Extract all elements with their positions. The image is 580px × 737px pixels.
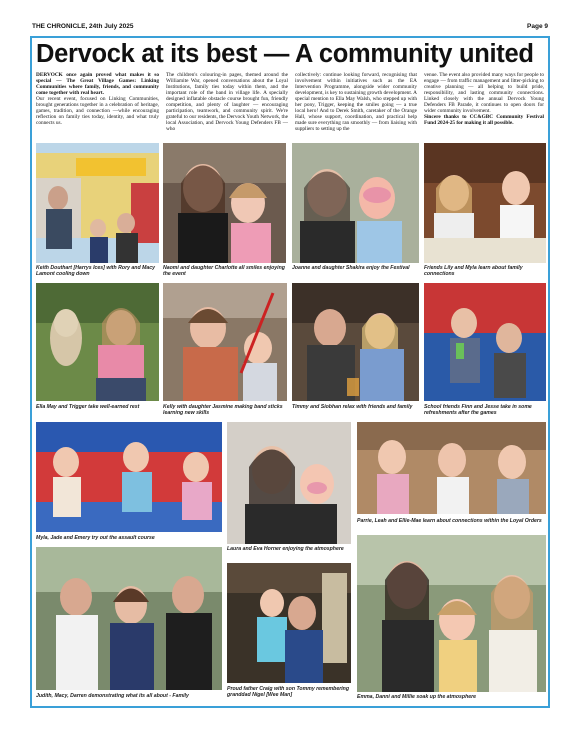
article-column-4 [424,72,544,142]
caption-8: School friends Finn and Jesse take in some refreshments after the games [424,404,532,416]
article-column-1 [36,72,159,142]
photo-myla-jade-emery [36,422,222,532]
article-thanks: Sincere thanks to CC&GBC Community Festival Fund 2024-25 for making it all possible. [424,114,544,127]
caption-12: Judith, Macy, Darren demonstrating what its all about - Family [36,693,189,699]
photo-naomi-charlotte [163,143,286,263]
caption-9: Myla, Jade and Emery try out the assault course [36,535,155,541]
article-col4-body: venue. The event also provided many ways for people to engage — from traffic management and litter-picking to creative planning — all helping to build pride, responsibility, and lasting community connections. Linked closely with the annual Dervock Young Defenders FB Parade, it continues to open doors for wider community involvement. [424,72,544,115]
caption-7: Timmy and Siobhan relax with friends and family [292,404,413,410]
masthead-paper-date: THE CHRONICLE, 24th July 2025 [32,23,134,30]
caption-6: Kelly with daughter Jasmine making band sticks learning new skills [163,404,283,416]
masthead-page-number: Page 9 [527,23,548,30]
photo-laura-eva [227,422,351,544]
masthead [32,23,548,33]
photo-finn-jesse [424,283,546,401]
photo-ice-cream-van [36,143,159,263]
caption-1: Keith Douthart [Harrys Ices] with Rory and Macy Lamont cooling down [36,265,156,277]
article-col1-body: Our recent event, focused on Linking Communities, brought generations together in a celebration of heritage, games, tradition, and connection —while encouraging reflection on family ties today, identity, and what truly connects us. [36,96,159,127]
article-lead: DERVOCK once again proved what makes it so special — The Great Village Games: Linking Communities where family, friends, and community come together with real heart. [36,72,159,97]
caption-14: Emma, Danni and Millie soak up the atmosphere [357,694,477,700]
photo-timmy-siobhan [292,283,419,401]
caption-5: Ella May and Trigger take well-earned rest [36,404,140,410]
photo-judith-macy-darren [36,547,222,690]
caption-11: Parrie, Leah and Ellie-Mae learn about connections within the Loyal Orders [357,518,542,524]
headline: Dervock at its best — A community united [36,40,534,68]
article-col3-body: collectively: continue looking forward, recognising that involvement within initiatives such as the EA Intervention Programme, alongside wider community development, is key to sustaining growth development. A special mention to Ella May Walsh, who stepped up with her pony, Trigger, keeping the smiles going — a true local hero! And to Derek Smith, caretaker of the Orange Hall, whose support, coordination, and practical help made sure everything ran smoothly — from liaising with suppliers to setting up the [295,72,417,133]
photo-lily-myla [424,143,546,263]
caption-13: Proud father Craig with son Tommy remembering granddad Nigel [Wee Man] [227,686,350,698]
photo-ella-trigger [36,283,159,401]
photo-emma-danni-millie [357,535,546,692]
caption-4: Friends Lily and Myla learn about family connections [424,265,523,277]
article-col2-body: The children's colouring-in pages, themed around the Williamite War, opened conversations about the Loyal Institutions, family ties today within them, and the important role of the band in village life. A specially designed inflatable obstacle course brought fun, friendly competition, and plenty of laughter — encouraging participation, teamwork, and community spirit. We're grateful to our residents, the Dervock Youth Network, the local Association, and Dervock Young Defenders FB — who [166,72,288,133]
caption-2: Naomi and daughter Charlotte all smiles enjoying the event [163,265,285,277]
article-column-2 [166,72,288,142]
article-column-3 [295,72,417,142]
photo-kelly-jasmine [163,283,287,401]
photo-craig-tommy [227,563,351,683]
caption-3: Joanne and daughter Shakira enjoy the Festival [292,265,410,271]
photo-parrie-leah-elliemae [357,422,546,514]
photo-joanne-shakira [292,143,419,263]
caption-10: Laura and Eva Horner enjoying the atmosphere [227,546,344,552]
